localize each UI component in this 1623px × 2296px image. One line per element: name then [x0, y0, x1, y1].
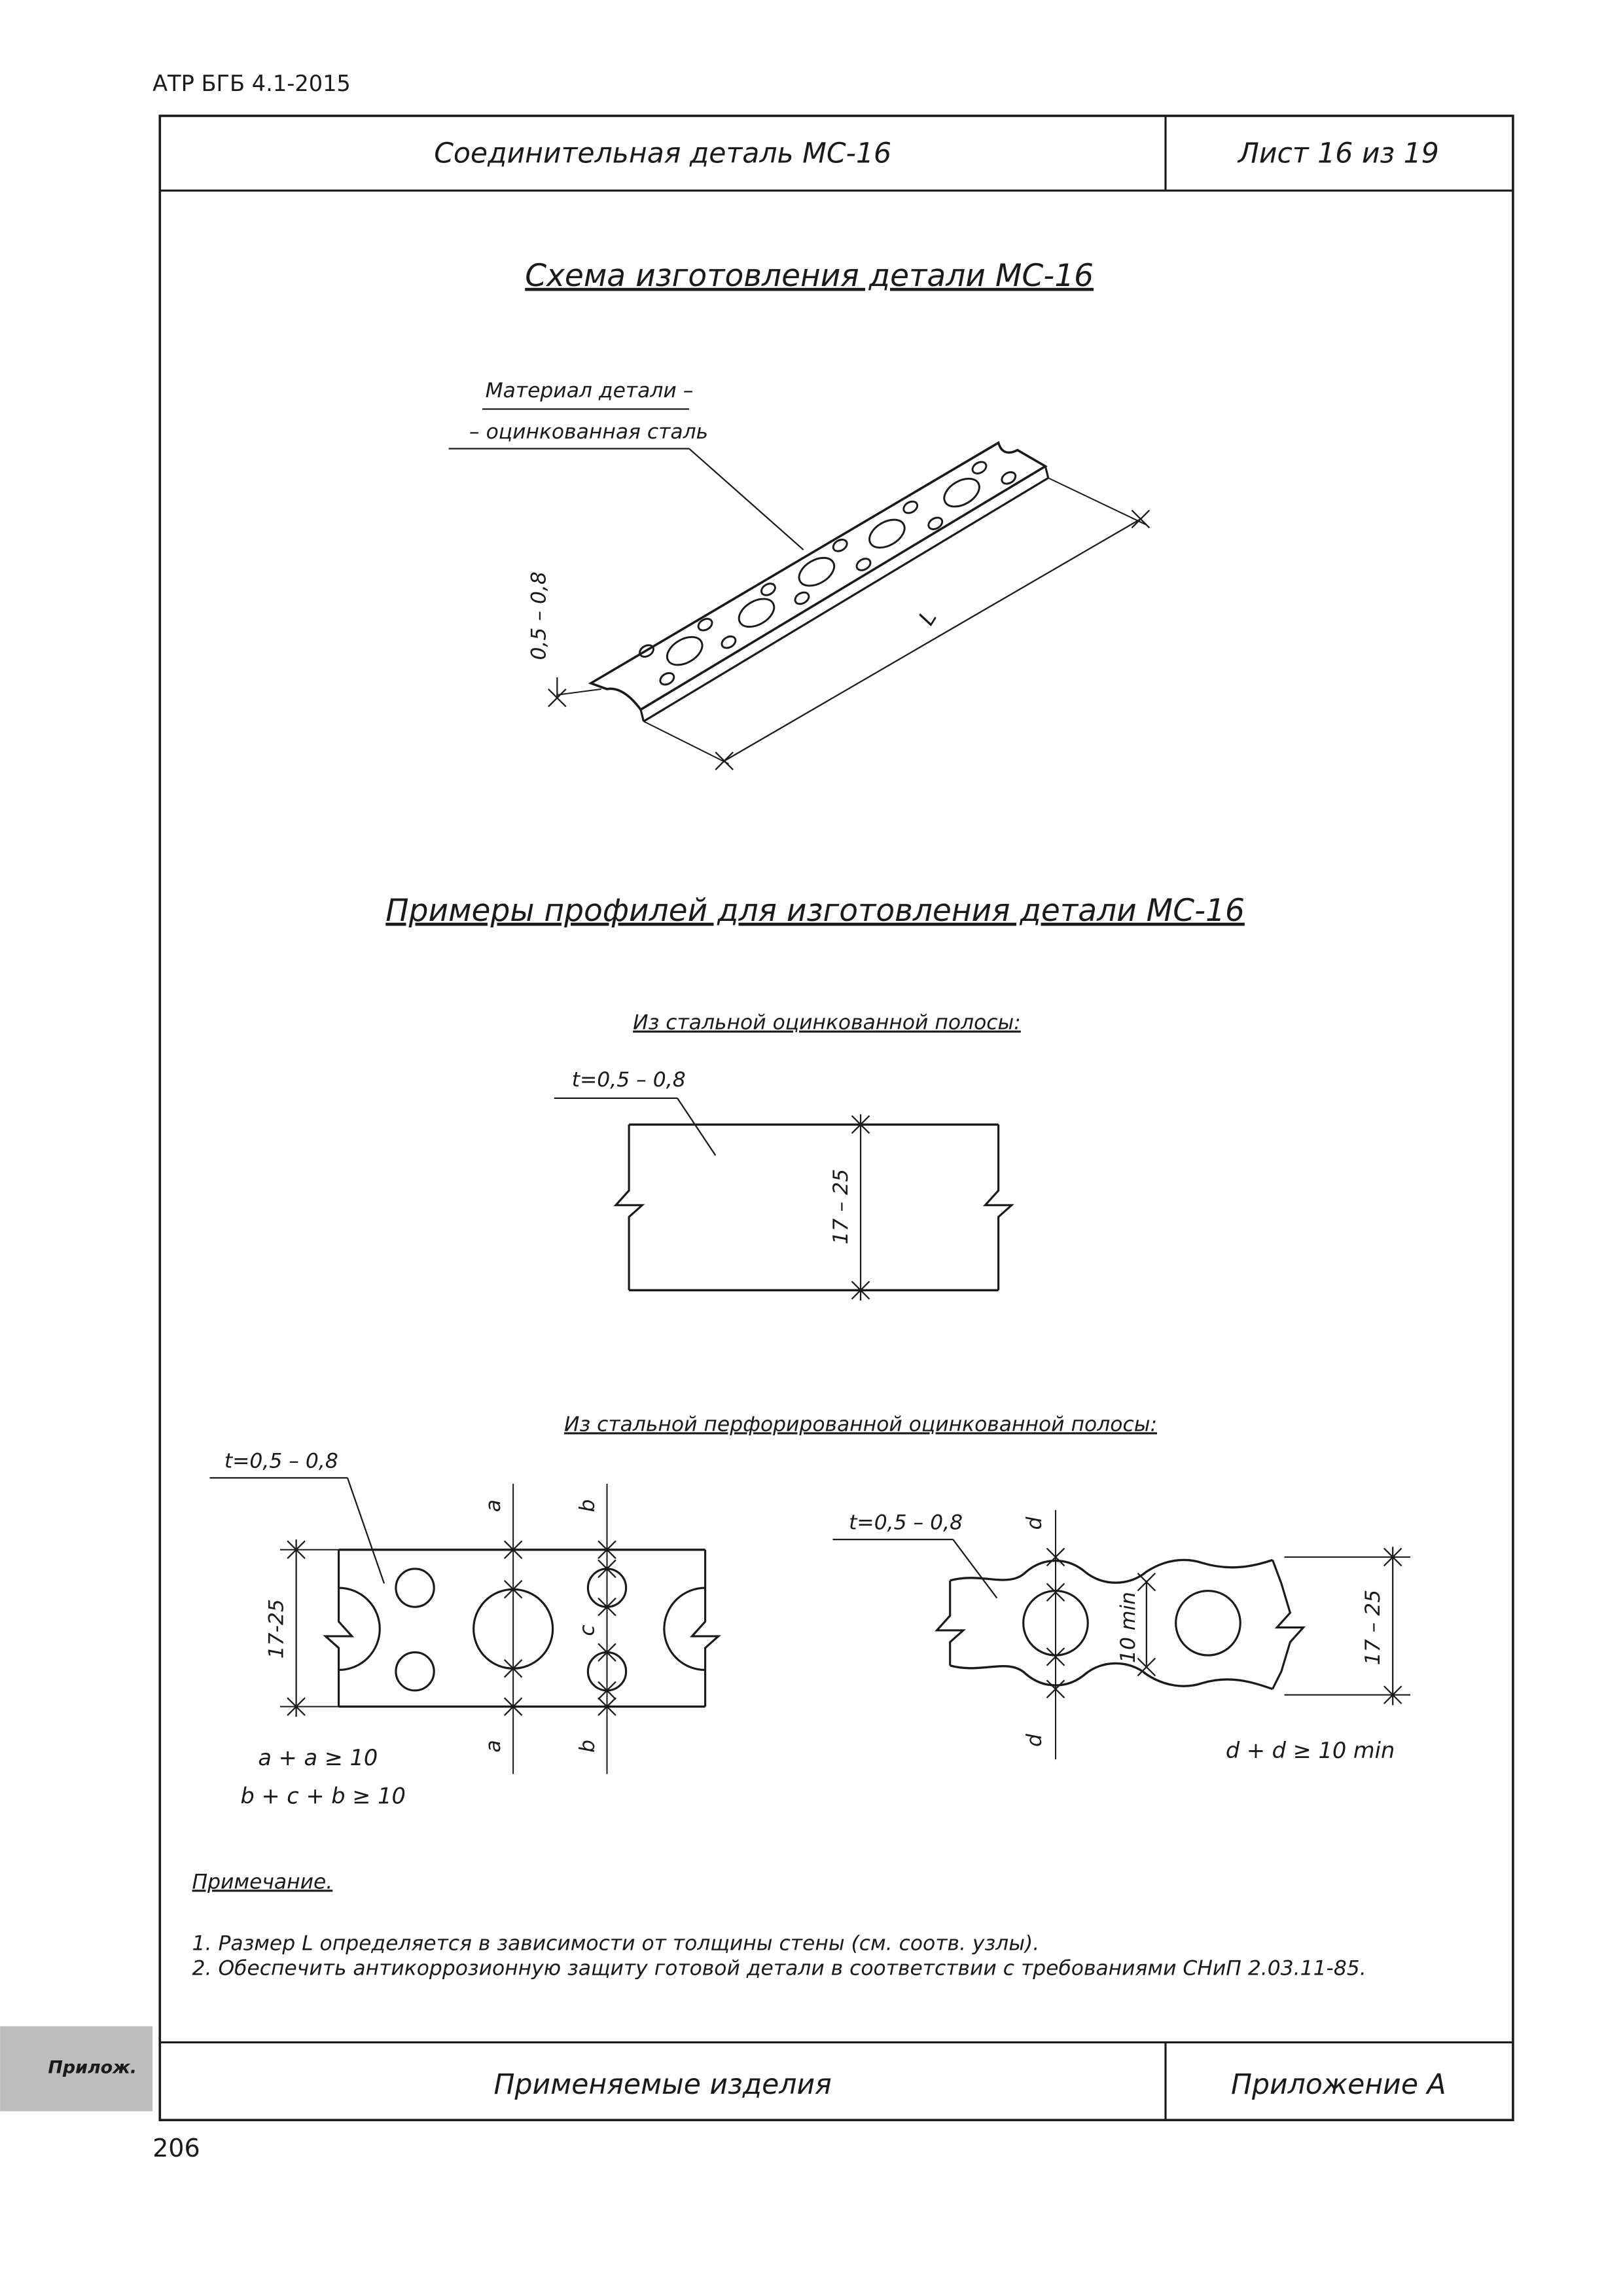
perf-left-a-top: a: [481, 1499, 505, 1513]
strip-width-label: 17 – 25: [829, 1168, 853, 1245]
perf-left-b-bottom: b: [575, 1740, 599, 1753]
perf-left-b-top: b: [575, 1499, 599, 1513]
perf-left-c-label: c: [575, 1624, 599, 1636]
note-item: 1. Размер L определяется в зависимости от толщины стены (см. соотв. узлы).: [192, 1931, 1040, 1956]
perf-left-thickness-label: t=0,5 – 0,8: [224, 1449, 338, 1473]
plain-strip-drawing: [554, 1098, 1012, 1300]
perf-left-rule-2: b + c + b ≥ 10: [240, 1783, 406, 1809]
material-label-line2: – оцинкованная сталь: [469, 420, 709, 444]
footer-appendix: Приложение А: [1230, 2068, 1446, 2101]
perf-right-rule: d + d ≥ 10 min: [1225, 1737, 1395, 1763]
sheet-title: Соединительная деталь МС-16: [434, 137, 892, 170]
perf-right-neck-label: 10 min: [1116, 1592, 1140, 1664]
footer-title: Применяемые изделия: [493, 2068, 832, 2101]
perf-left-a-bottom: a: [481, 1740, 505, 1753]
document-code: АТР БГБ 4.1-2015: [152, 70, 351, 96]
perf-right-thickness-label: t=0,5 – 0,8: [849, 1511, 963, 1535]
scheme-length-label: L: [913, 605, 942, 630]
perf-right-width-label: 17 – 25: [1361, 1589, 1385, 1666]
perforated-strip-drawing: [548, 443, 1149, 770]
scheme-title: Схема изготовления детали МС-16: [525, 257, 1094, 294]
strip-title: Из стальной оцинкованной полосы:: [633, 1011, 1021, 1035]
note-item: 2. Обеспечить антикоррозионную защиту готовой детали в соответствии с требованиями СНиП 2.03.11-85.: [192, 1956, 1366, 1981]
perforated-title: Из стальной перфорированной оцинкованной полосы:: [564, 1412, 1158, 1437]
strip-thickness-label: t=0,5 – 0,8: [571, 1067, 686, 1092]
perf-right-d-bottom: d: [1022, 1734, 1046, 1747]
page-number: 206: [152, 2134, 200, 2163]
drawing-frame: [160, 116, 1513, 2120]
perf-right-d-top: d: [1022, 1516, 1046, 1530]
sheet-number: Лист 16 из 19: [1238, 137, 1439, 170]
perf-left-rule-1: a + a ≥ 10: [258, 1745, 378, 1771]
notes-title: Примечание.: [192, 1870, 333, 1894]
material-label-line1: Материал детали –: [485, 379, 694, 403]
scheme-thickness-label: 0,5 – 0,8: [527, 571, 551, 660]
profiles-title: Примеры профилей для изготовления детали МС-16: [385, 892, 1245, 929]
perf-left-width-label: 17-25: [264, 1599, 289, 1659]
appendix-side-tab-label: Прилож.: [48, 2057, 137, 2078]
